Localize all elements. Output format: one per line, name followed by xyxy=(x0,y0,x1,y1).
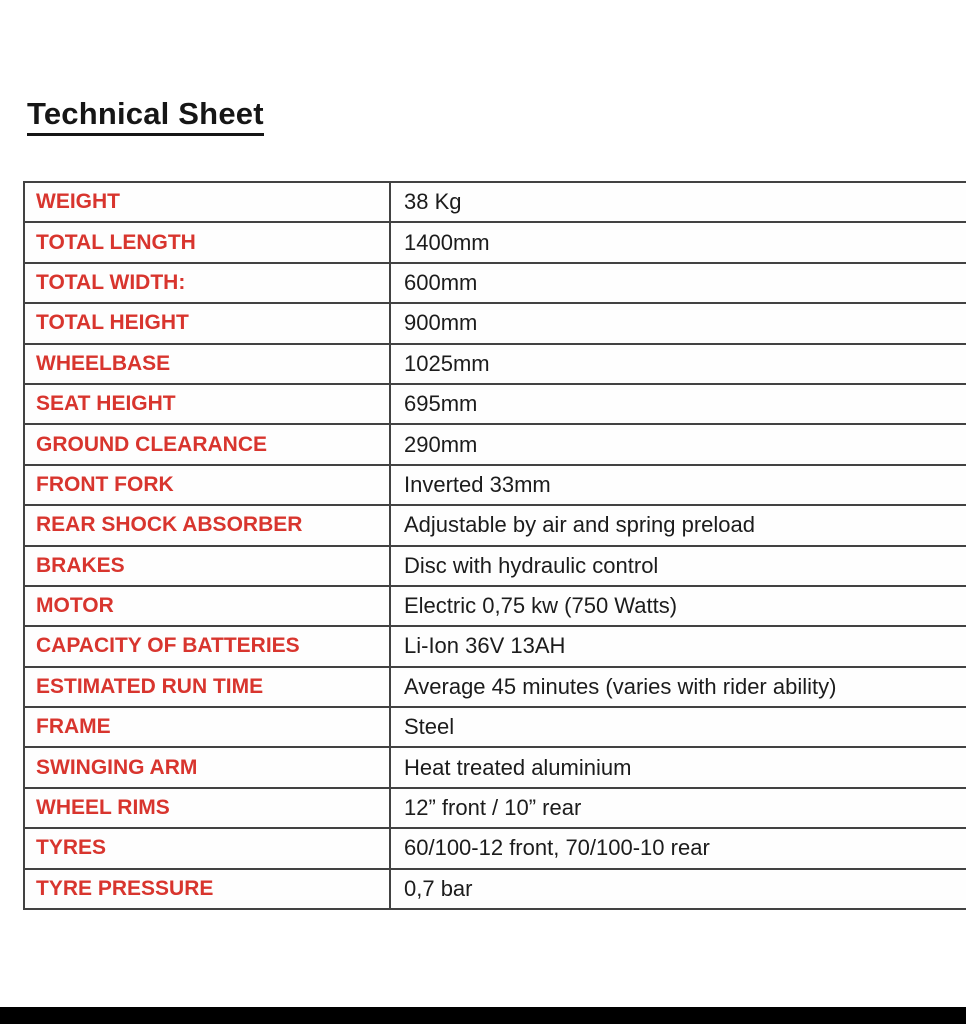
spec-value: Inverted 33mm xyxy=(404,471,551,497)
table-row xyxy=(25,425,966,465)
bottom-letterbox-bar xyxy=(0,1007,966,1024)
spec-value: Adjustable by air and spring preload xyxy=(404,512,756,538)
spec-value: 60/100-12 front, 70/100-10 rear xyxy=(404,835,710,861)
spec-label: REAR SHOCK ABSORBER xyxy=(25,506,391,544)
spec-label: BRAKES xyxy=(25,547,391,585)
spec-value: Disc with hydraulic control xyxy=(404,552,659,578)
table-row xyxy=(25,547,966,587)
table-row xyxy=(25,668,966,708)
spec-label: TYRE PRESSURE xyxy=(25,870,391,908)
spec-value: 1400mm xyxy=(404,229,490,255)
spec-value: 900mm xyxy=(404,310,478,336)
spec-label: FRONT FORK xyxy=(25,466,391,504)
spec-label: CAPACITY OF BATTERIES xyxy=(25,627,391,665)
spec-value: Average 45 minutes (varies with rider ability) xyxy=(404,673,837,699)
table-row xyxy=(25,385,966,425)
spec-table xyxy=(23,181,966,910)
table-row xyxy=(25,264,966,304)
table-row xyxy=(25,789,966,829)
table-row xyxy=(25,345,966,385)
page-title: Technical Sheet xyxy=(27,97,264,136)
spec-value: 600mm xyxy=(404,269,478,295)
table-row xyxy=(25,506,966,546)
spec-value: 695mm xyxy=(404,391,478,417)
table-row xyxy=(25,223,966,263)
spec-value: 12” front / 10” rear xyxy=(404,795,582,821)
table-row xyxy=(25,587,966,627)
spec-label: TOTAL WIDTH: xyxy=(25,264,391,302)
spec-value: Li-Ion 36V 13AH xyxy=(404,633,566,659)
spec-label: ESTIMATED RUN TIME xyxy=(25,668,391,706)
spec-value: Steel xyxy=(404,714,455,740)
spec-label: MOTOR xyxy=(25,587,391,625)
spec-value: 0,7 bar xyxy=(404,875,473,901)
spec-value: Electric 0,75 kw (750 Watts) xyxy=(404,593,678,619)
spec-label: FRAME xyxy=(25,708,391,746)
spec-label: TYRES xyxy=(25,829,391,867)
table-row xyxy=(25,627,966,667)
spec-label: TOTAL LENGTH xyxy=(25,223,391,261)
spec-value: 38 Kg xyxy=(404,189,462,215)
spec-label: GROUND CLEARANCE xyxy=(25,425,391,463)
table-row xyxy=(25,829,966,869)
table-row xyxy=(25,304,966,344)
table-row xyxy=(25,748,966,788)
table-row xyxy=(25,183,966,223)
spec-label: SEAT HEIGHT xyxy=(25,385,391,423)
spec-label: WHEELBASE xyxy=(25,345,391,383)
spec-value: 290mm xyxy=(404,431,478,457)
spec-label: SWINGING ARM xyxy=(25,748,391,786)
spec-label: WEIGHT xyxy=(25,183,391,221)
spec-label: TOTAL HEIGHT xyxy=(25,304,391,342)
spec-value: 1025mm xyxy=(404,350,490,376)
spec-value: Heat treated aluminium xyxy=(404,754,632,780)
table-row xyxy=(25,708,966,748)
table-row xyxy=(25,870,966,910)
table-row xyxy=(25,466,966,506)
spec-label: WHEEL RIMS xyxy=(25,789,391,827)
